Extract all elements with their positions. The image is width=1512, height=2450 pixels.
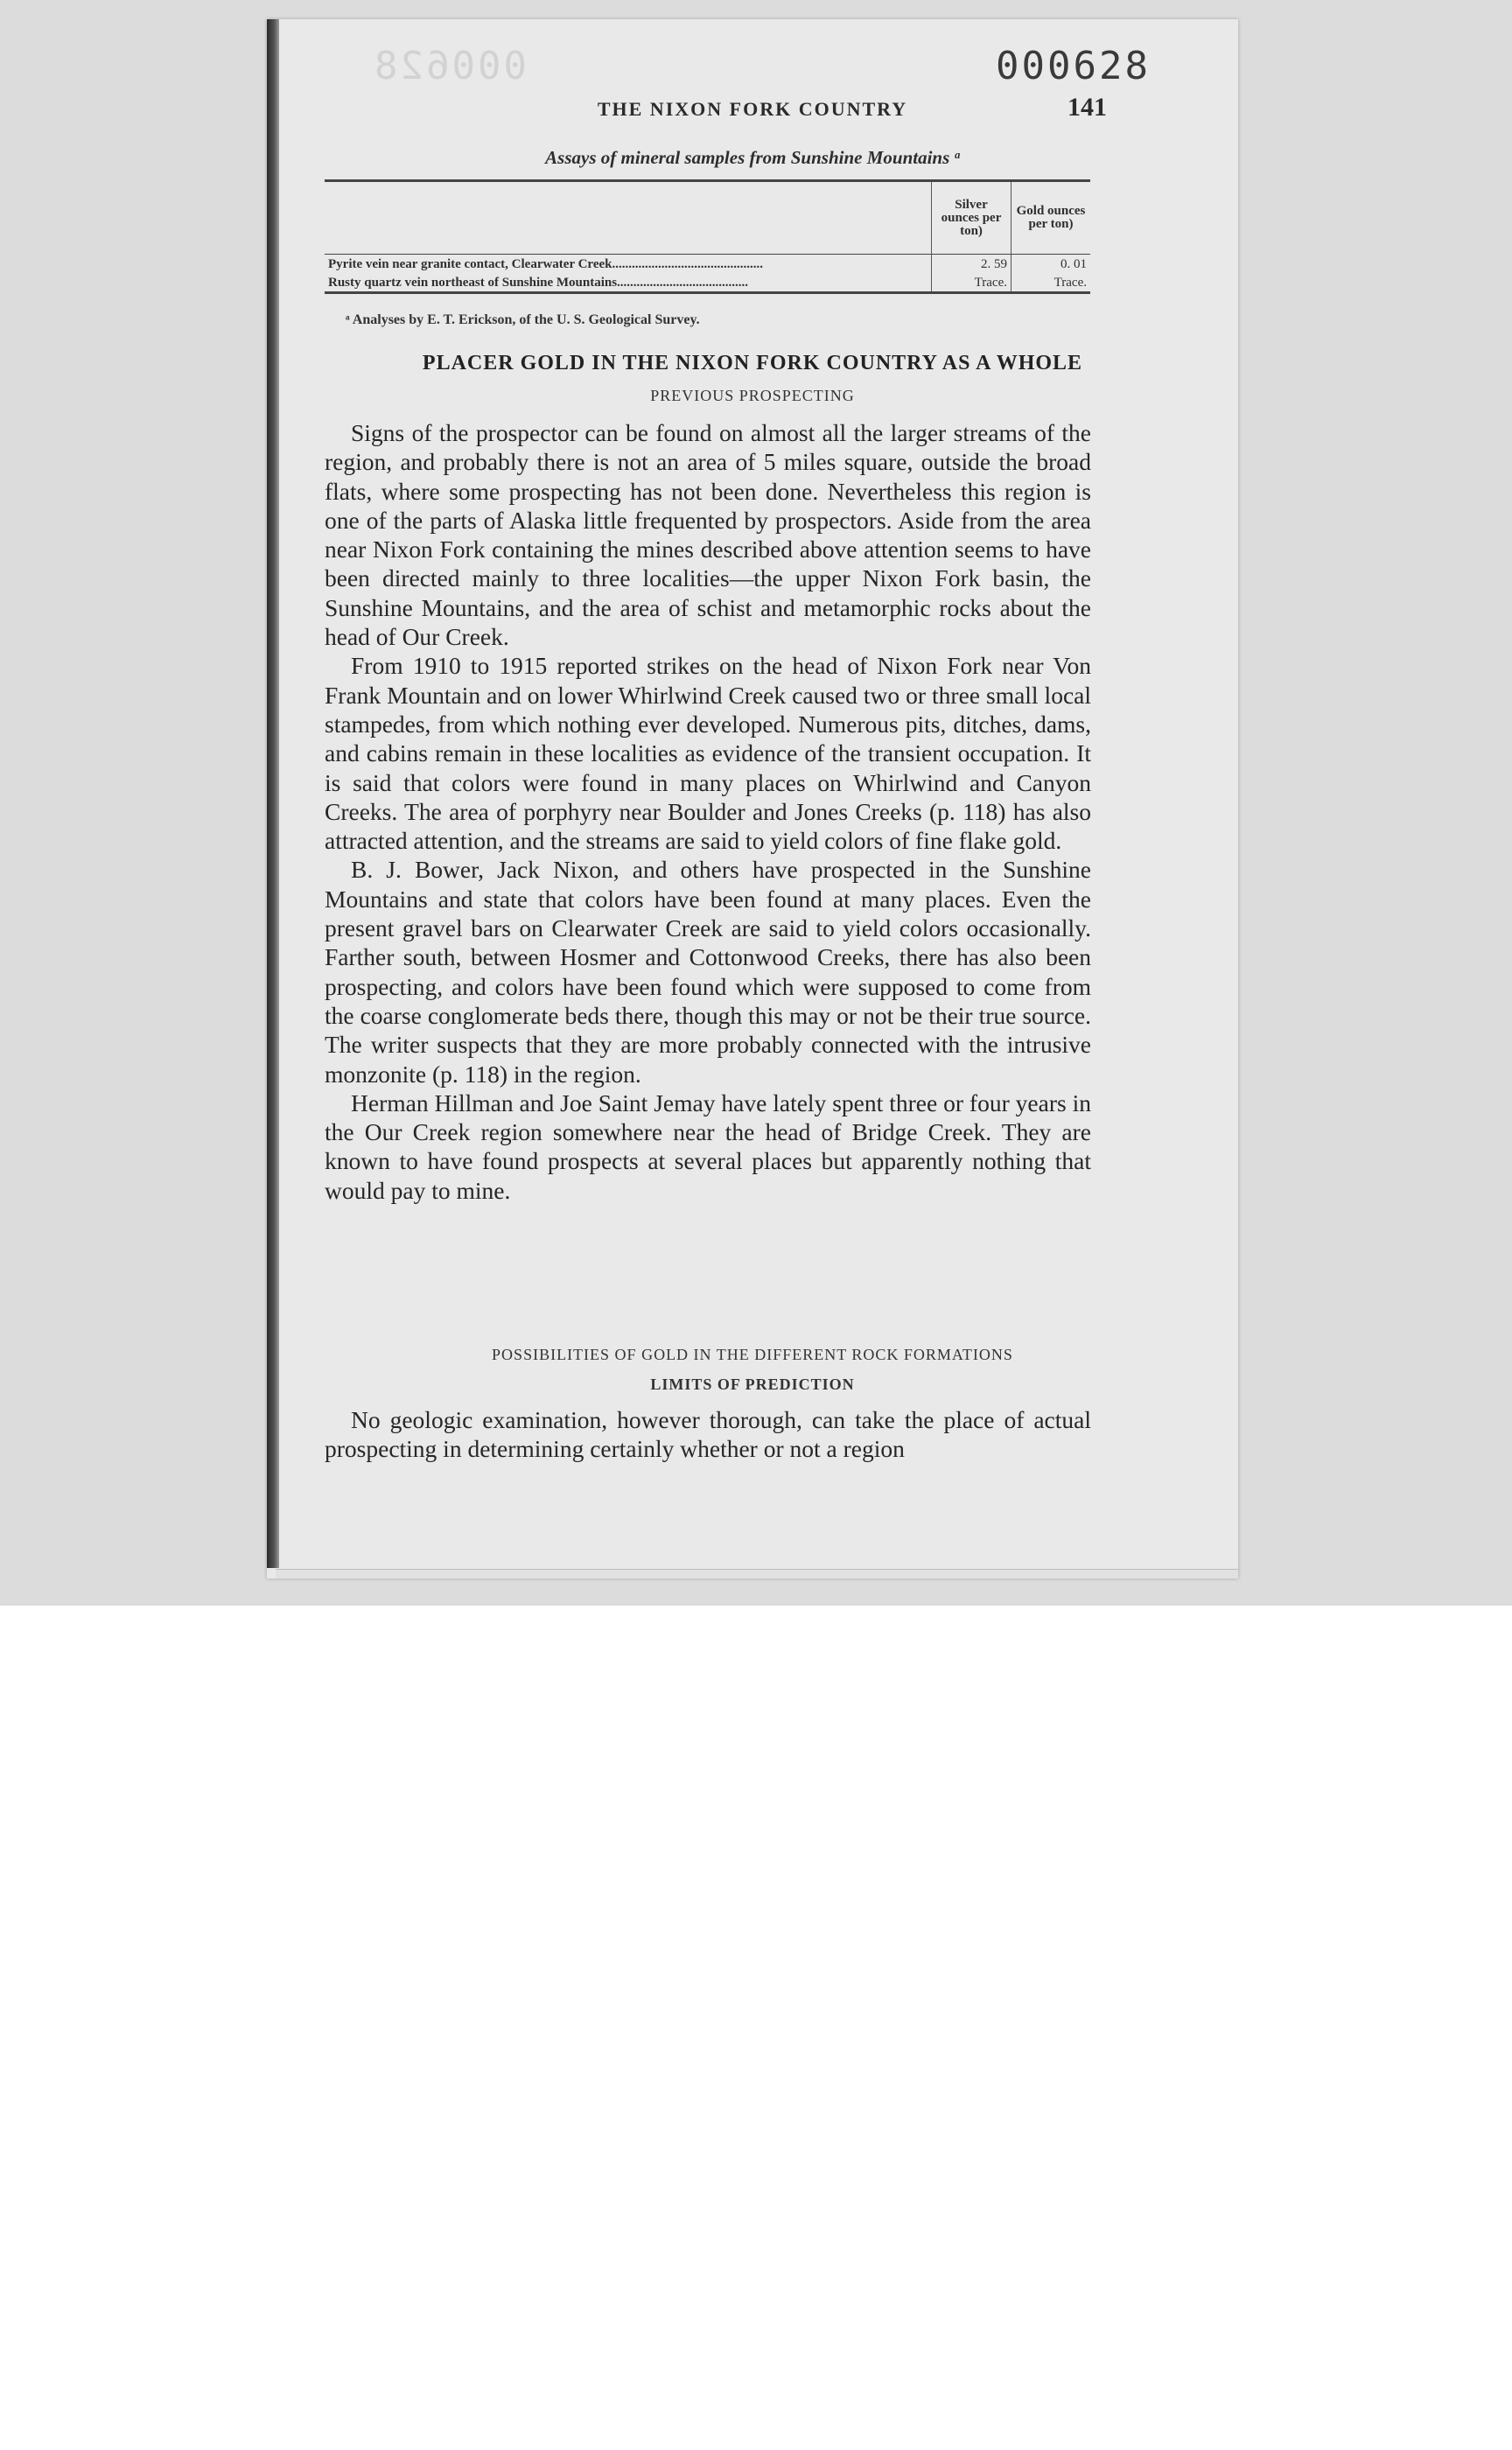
table-header-row xyxy=(325,181,1090,255)
section-title: PLACER GOLD IN THE NIXON FORK COUNTRY AS A WHOLE xyxy=(422,352,1083,374)
page-number: 141 xyxy=(1068,93,1107,122)
paragraph: Signs of the prospector can be found on almost all the larger streams of the region, and probably there is not an area of 5 miles square, outside the broad flats, where some prospecting has not been done. Nevertheless this region is one of the parts of Alaska little frequented by prospectors. Aside from the area near Nixon Fork containing the mines described above attention seems to have been directed mainly to three localities—the upper Nixon Fork basin, the Sunshine Mountains, and the area of schist and metamorphic rocks about the head of Our Creek. xyxy=(325,419,1091,651)
table-cell-description: Pyrite vein near granite contact, Clearwater Creek.............................................. xyxy=(328,257,763,271)
table-row xyxy=(325,255,1090,274)
paragraph: Herman Hillman and Joe Saint Jemay have lately spent three or four years in the Our Creek region somewhere near the head of Bridge Creek. They are known to have found prospects at several places but apparently nothing that would pay to mine. xyxy=(325,1088,1091,1204)
paragraph: No geologic examination, however thorough, can take the place of actual prospecting in determining certainly whether or not a region xyxy=(325,1406,1091,1463)
stamp-number-bleedthrough: 000628 xyxy=(372,44,527,88)
table-caption: Assays of mineral samples from Sunshine Mountains ᵃ xyxy=(545,147,960,168)
table-header-gold: Gold ounces per ton) xyxy=(1012,181,1091,255)
paragraph: B. J. Bower, Jack Nixon, and others have prospected in the Sunshine Mountains and state that colors have been found at many places. Even the present gravel bars on Clearwater Creek are said to yield colors occasionally. Farther south, between Hosmer and Cottonwood Creeks, there has also been prospecting, and colors have been found which were supposed to come from the coarse conglomerate beds there, though this may or not be their true source. The writer suspects that they are more probably connected with the intrusive monzonite (p. 118) in the region. xyxy=(325,856,1091,1088)
section2-title: POSSIBILITIES OF GOLD IN THE DIFFERENT ROCK FORMATIONS xyxy=(492,1346,1013,1363)
body-text-2 xyxy=(325,1405,1091,1464)
section-subhead: PREVIOUS PROSPECTING xyxy=(650,387,855,404)
table-cell-gold: Trace. xyxy=(1012,273,1091,293)
table-header-silver: Silver ounces per ton) xyxy=(932,181,1012,255)
table-cell-gold: 0. 01 xyxy=(1012,255,1091,274)
stamp-number: 000628 xyxy=(996,44,1151,88)
table-cell-silver: 2. 59 xyxy=(932,255,1012,274)
table-row xyxy=(325,273,1090,293)
table-cell-silver: Trace. xyxy=(932,273,1012,293)
page-bottom-edge xyxy=(276,1569,1238,1578)
binding-edge xyxy=(267,19,279,1568)
running-head: THE NIXON FORK COUNTRY xyxy=(597,98,908,120)
document-page xyxy=(267,19,1238,1578)
table-footnote: ᵃ Analyses by E. T. Erickson, of the U. S. Geological Survey. xyxy=(346,312,700,327)
paragraph: From 1910 to 1915 reported strikes on the head of Nixon Fork near Von Frank Mountain and on lower Whirlwind Creek caused two or three small local stampedes, from which nothing ever developed. Numerous pits, ditches, dams, and cabins remain in these localities as evidence of the transient occupation. It is said that colors were found in many places on Whirlwind and Canyon Creeks. The area of porphyry near Boulder and Jones Creeks (p. 118) has also attracted attention, and the streams are said to yield colors of fine flake gold. xyxy=(325,652,1091,855)
table-cell-description: Rusty quartz vein northeast of Sunshine Mountains........................................ xyxy=(325,273,932,293)
body-text xyxy=(325,418,1091,1205)
section2-subhead: LIMITS OF PREDICTION xyxy=(650,1376,855,1393)
assay-table xyxy=(325,179,1090,294)
table-header-description xyxy=(325,181,932,255)
